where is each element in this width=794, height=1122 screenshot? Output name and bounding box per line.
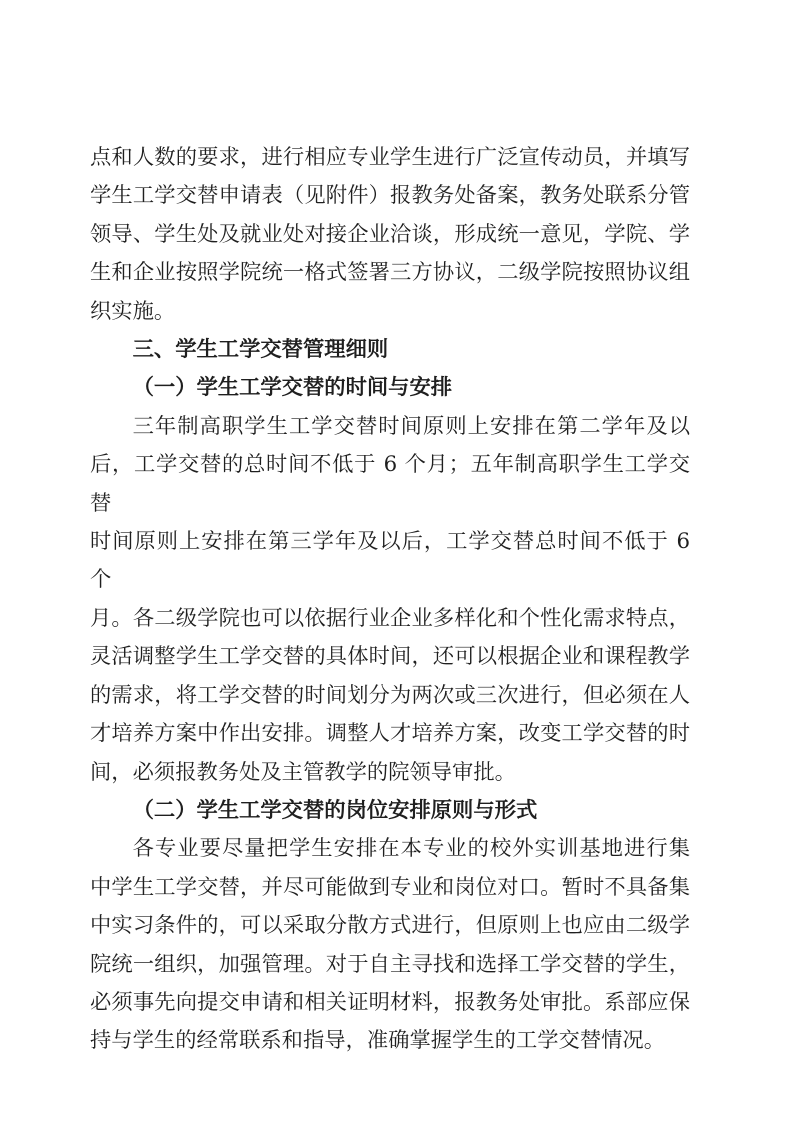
subsection-heading: （二）学生工学交替的岗位安排原则与形式 — [132, 797, 538, 823]
text-line: 间，必须报教务处及主管教学的院领导审批。 — [90, 759, 516, 785]
text-line: 持与学生的经常联系和指导，准确掌握学生的工学交替情况。 — [90, 1028, 666, 1054]
paragraph — [90, 830, 690, 1060]
text-line: 学生工学交替申请表（见附件）报教务处备案，教务处联系分管 — [90, 183, 690, 209]
text-line: 才培养方案中作出安排。调整人才培养方案，改变工学交替的时 — [90, 721, 690, 747]
text-line: 各专业要尽量把学生安排在本专业的校外实训基地进行集 — [132, 836, 690, 862]
text-line: 的需求，将工学交替的时间划分为两次或三次进行，但必须在人 — [90, 682, 690, 708]
text-line: 中实习条件的，可以采取分散方式进行，但原则上也应由二级学 — [90, 913, 690, 939]
document-content — [90, 139, 690, 1061]
text-line: 院统一组织，加强管理。对于自主寻找和选择工学交替的学生， — [90, 951, 690, 977]
text-line: 后，工学交替的总时间不低于 6 个月；五年制高职学生工学交替 — [90, 452, 690, 516]
text-line: 灵活调整学生工学交替的具体时间，还可以根据企业和课程教学 — [90, 644, 690, 670]
paragraph — [90, 408, 690, 792]
section-heading: 三、学生工学交替管理细则 — [132, 337, 389, 363]
text-line: 时间原则上安排在第三学年及以后，工学交替总时间不低于 6 个 — [90, 529, 690, 593]
subsection-heading: （一）学生工学交替的时间与安排 — [132, 375, 453, 401]
text-line: 必须事先向提交申请和相关证明材料，报教务处审批。系部应保 — [90, 989, 690, 1015]
paragraph — [90, 139, 690, 331]
text-line: 领导、学生处及就业处对接企业洽谈，形成统一意见，学院、学 — [90, 221, 690, 247]
text-line: 月。各二级学院也可以依据行业企业多样化和个性化需求特点， — [90, 605, 690, 631]
text-line: 点和人数的要求，进行相应专业学生进行广泛宣传动员，并填写 — [90, 145, 690, 170]
text-line: 织实施。 — [90, 298, 176, 324]
text-line: 生和企业按照学院统一格式签署三方协议，二级学院按照协议组 — [90, 260, 690, 286]
text-line: 中学生工学交替，并尽可能做到专业和岗位对口。暂时不具备集 — [90, 874, 690, 900]
text-line: 三年制高职学生工学交替时间原则上安排在第二学年及以 — [132, 413, 690, 439]
